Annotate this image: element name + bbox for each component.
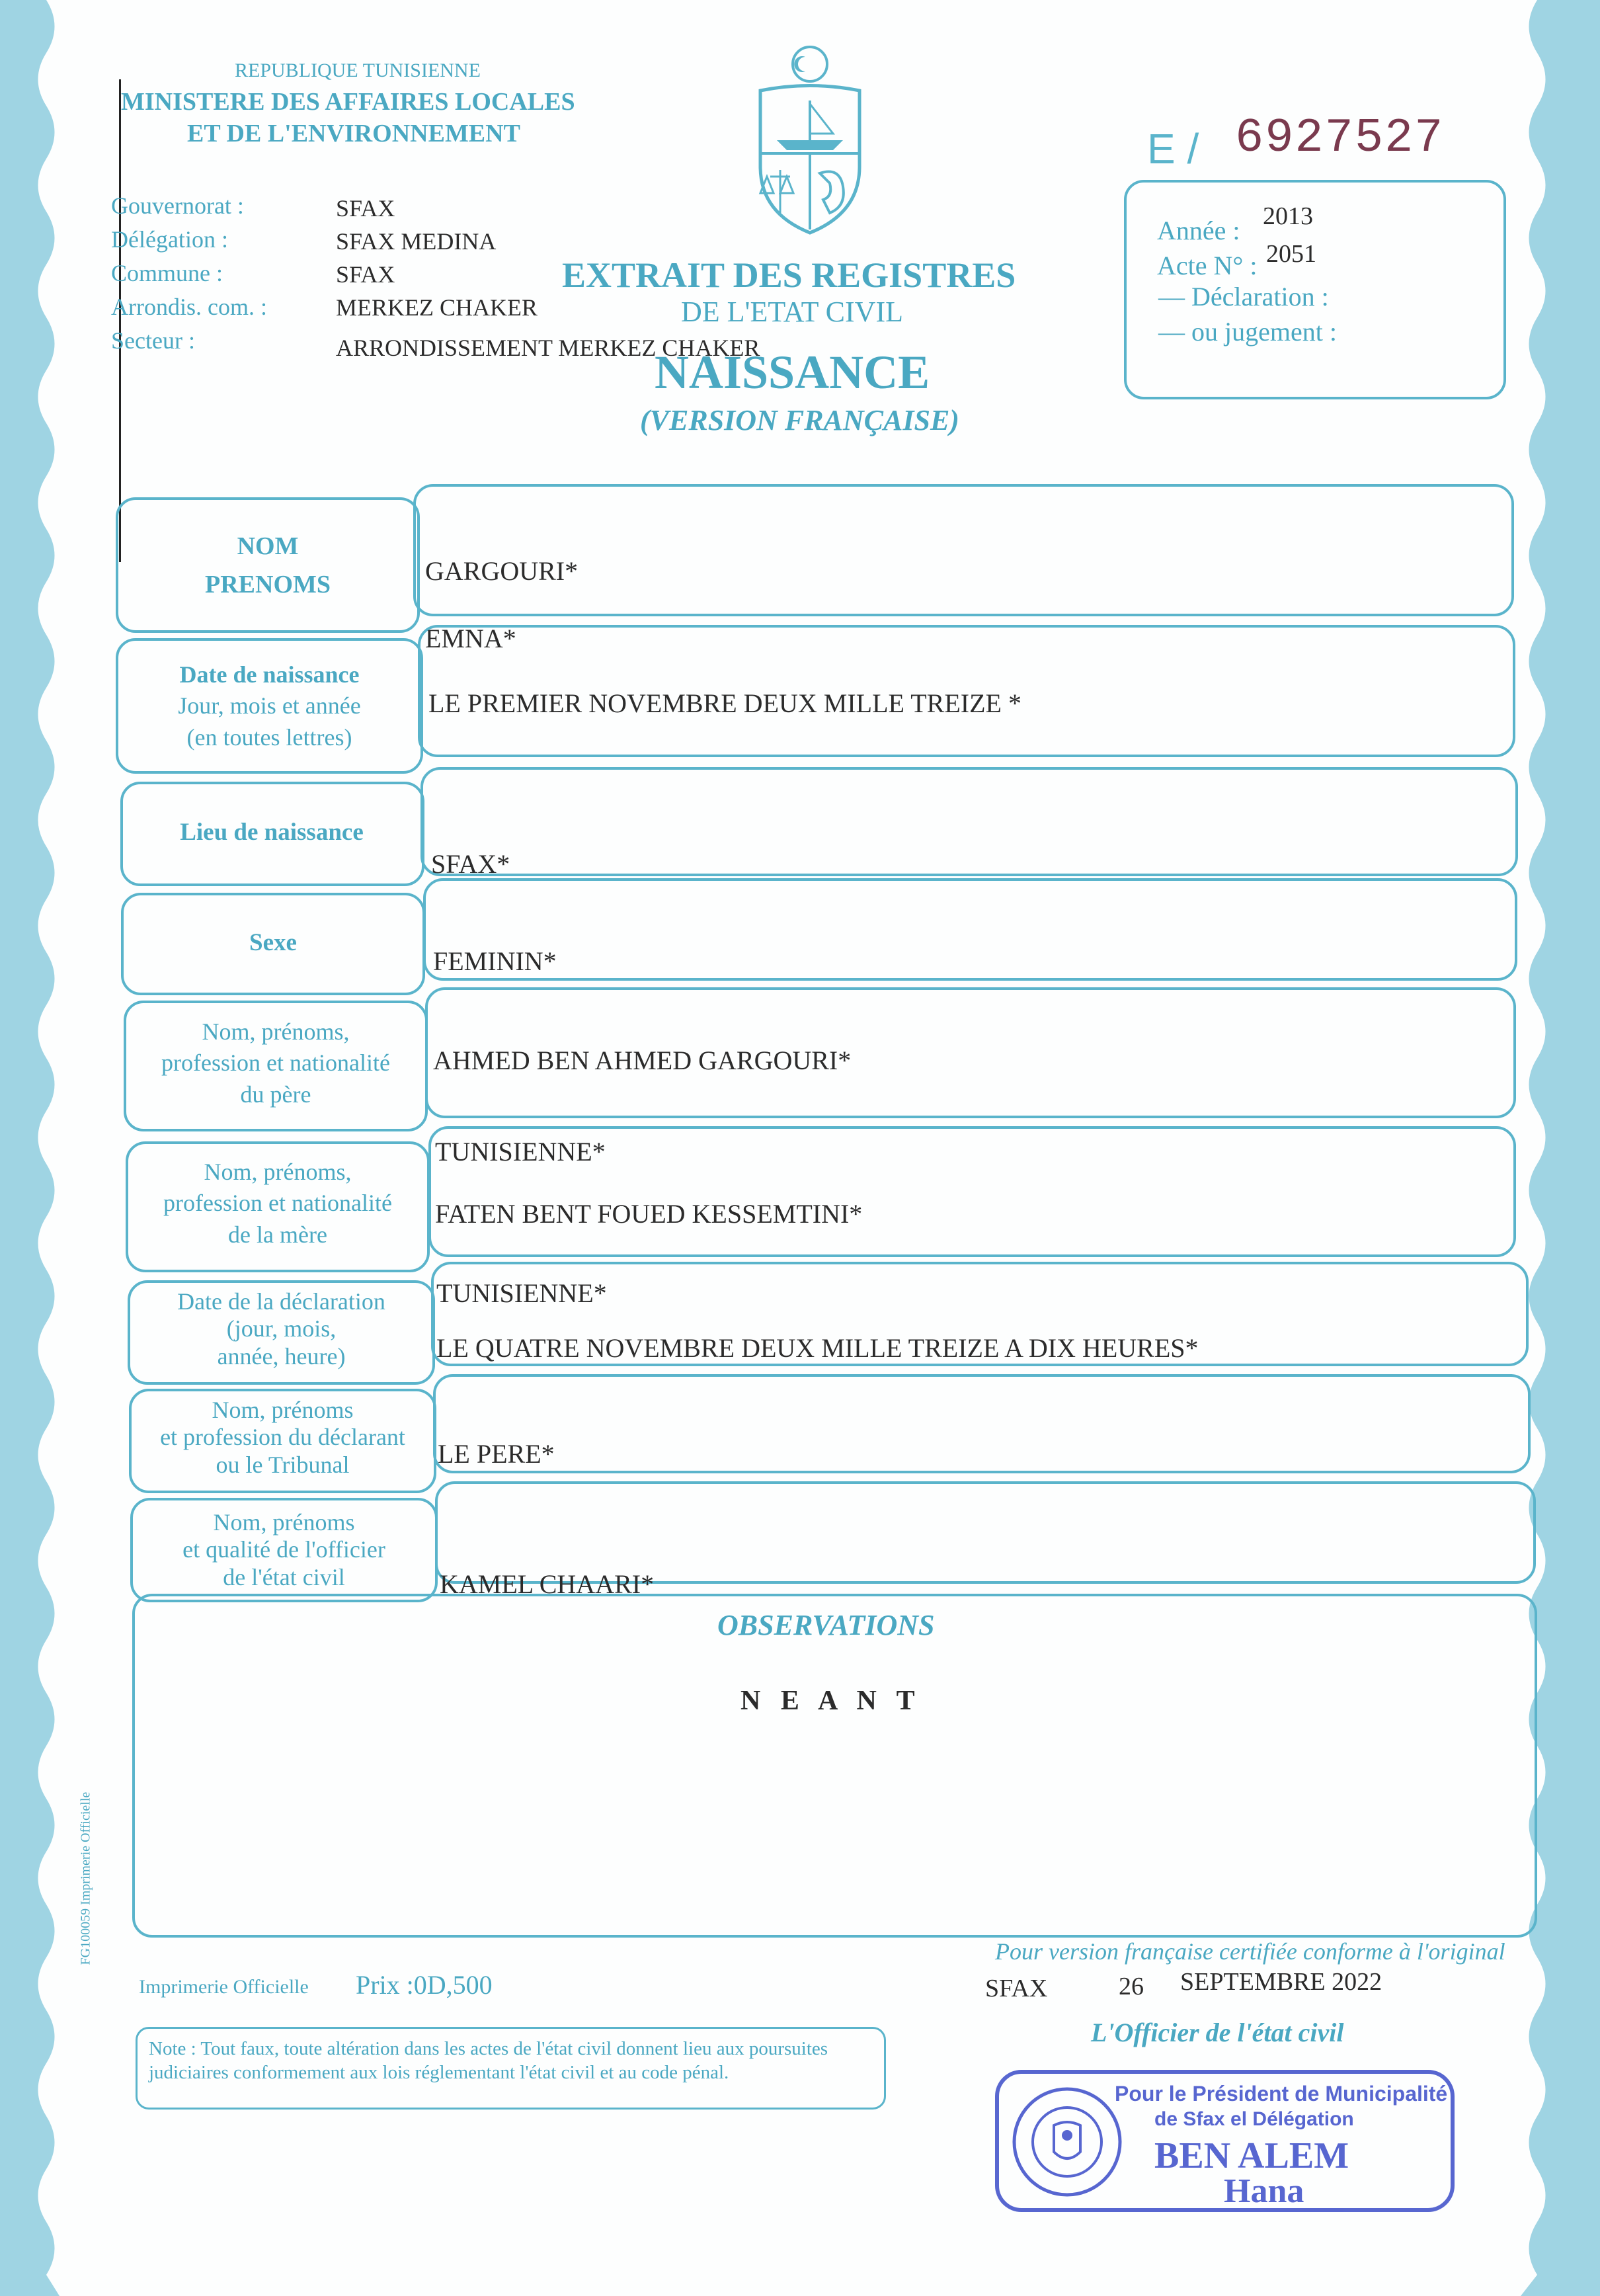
row-lieu-label: Lieu de naissance	[180, 819, 364, 846]
printer-name: Imprimerie Officielle	[139, 1976, 309, 1998]
row-declarant-label	[132, 1397, 433, 1479]
official-stamp	[995, 2070, 1455, 2212]
value-lieu: SFAX*	[431, 849, 510, 879]
row-declarant-value-box	[433, 1374, 1531, 1473]
value-pere: AHMED BEN AHMED GARGOURI*	[433, 1046, 852, 1075]
observations-value: N E A N T	[740, 1686, 922, 1716]
value-date-naissance: LE PREMIER NOVEMBRE DEUX MILLE TREIZE *	[428, 688, 1021, 718]
label-mere-line1: Nom, prénoms,	[204, 1159, 352, 1185]
label-declaration-line1: Date de la déclaration	[177, 1288, 385, 1315]
row-date-naissance-label	[119, 661, 420, 751]
location-labels	[111, 189, 267, 358]
annee-value: 2013	[1263, 202, 1313, 230]
row-declaration-label	[131, 1288, 432, 1370]
value-arrondissement: MERKEZ CHAKER	[336, 294, 538, 321]
label-officier-line1: Nom, prénoms	[213, 1509, 355, 1536]
stamp-line1: Pour le Président de Municipalité	[1115, 2082, 1448, 2106]
value-declarant: LE PERE*	[438, 1439, 555, 1469]
place: SFAX	[985, 1975, 1048, 2002]
row-mere-value-box	[428, 1126, 1516, 1257]
legal-note: Note : Tout faux, toute altération dans les actes de l'état civil donnent lieu aux poursuites judiciaires conformement aux lois réglementant l'état civil et au code pénal.	[149, 2038, 828, 2084]
stamp-line2: de Sfax el Délégation	[1154, 2108, 1354, 2130]
acte-label: Acte N° :	[1157, 251, 1258, 280]
declaration-label: — Déclaration :	[1158, 282, 1329, 311]
serial-number: 6927527	[1235, 111, 1445, 165]
value-sexe: FEMININ*	[433, 946, 557, 976]
row-nom-value-box	[413, 484, 1514, 616]
right-guilloche-border	[1521, 0, 1600, 2296]
republic-heading: REPUBLIQUE TUNISIENNE	[235, 60, 481, 81]
left-guilloche-border	[0, 0, 60, 2296]
title-line2: DE L'ETAT CIVIL	[681, 296, 903, 328]
stamp-line4: Hana	[1224, 2172, 1304, 2210]
label-declaration-line3: année, heure)	[217, 1342, 346, 1370]
label-commune: Commune :	[111, 260, 223, 286]
value-mere-nationalite: TUNISIENNE*	[436, 1278, 607, 1308]
value-mere: FATEN BENT FOUED KESSEMTINI*	[435, 1199, 863, 1229]
stamp-seal-icon	[1011, 2086, 1123, 2198]
value-declaration: LE QUATRE NOVEMBRE DEUX MILLE TREIZE A DIX HEURES*	[436, 1333, 1199, 1363]
row-nom-label	[119, 532, 417, 599]
title-version: (VERSION FRANÇAISE)	[640, 404, 959, 436]
value-gouvernorat: SFAX	[336, 195, 395, 222]
label-pere-line2: profession et nationalité	[161, 1049, 390, 1077]
ministry-line1: MINISTERE DES AFFAIRES LOCALES	[121, 88, 575, 116]
label-declarant-line3: ou le Tribunal	[216, 1451, 350, 1478]
title-line1: EXTRAIT DES REGISTRES	[562, 255, 1016, 295]
value-prenoms: EMNA*	[425, 624, 516, 653]
label-pere-line3: du père	[240, 1081, 311, 1108]
serial-prefix: E /	[1147, 125, 1199, 173]
row-sexe-value-box	[423, 878, 1517, 981]
label-declarant-line2: et profession du déclarant	[160, 1424, 405, 1451]
row-mere-label	[129, 1159, 426, 1249]
jugement-label: — ou jugement :	[1158, 317, 1337, 347]
label-delegation: Délégation :	[111, 226, 228, 253]
row-lieu-value-box	[420, 767, 1518, 876]
label-toutes-lettres: (en toutes lettres)	[186, 723, 352, 751]
label-pere-line1: Nom, prénoms,	[202, 1018, 350, 1045]
side-printer-code: FG100059 Imprimerie Officielle	[78, 1791, 93, 1965]
location-values	[336, 192, 538, 324]
month-year: SEPTEMBRE 2022	[1180, 1968, 1382, 1996]
value-commune: SFAX	[336, 261, 395, 288]
label-gouvernorat: Gouvernorat :	[111, 192, 244, 219]
label-date-naissance: Date de naissance	[179, 661, 360, 688]
row-sexe-label: Sexe	[249, 929, 297, 956]
value-secteur: ARRONDISSEMENT MERKEZ CHAKER	[336, 335, 760, 361]
day: 26	[1119, 1973, 1144, 2000]
label-mere-line3: de la mère	[228, 1221, 327, 1248]
label-mere-line2: profession et nationalité	[163, 1190, 392, 1217]
label-officier-line3: de l'état civil	[223, 1563, 345, 1590]
label-nom: NOM	[237, 532, 299, 560]
label-officier-line2: et qualité de l'officier	[182, 1536, 385, 1563]
value-pere-nationalite: TUNISIENNE*	[435, 1137, 606, 1167]
annee-label: Année :	[1157, 216, 1240, 245]
ministry-line2: ET DE L'ENVIRONNEMENT	[187, 120, 520, 147]
label-secteur: Secteur :	[111, 327, 195, 354]
price: Prix :0D,500	[356, 1970, 493, 2000]
certified-text: Pour version française certifiée conforme à l'original	[995, 1938, 1505, 1965]
observations-title: OBSERVATIONS	[717, 1609, 935, 1641]
acte-value: 2051	[1266, 240, 1316, 268]
value-delegation: SFAX MEDINA	[336, 228, 497, 255]
label-jour-mois-annee: Jour, mois et année	[178, 692, 361, 719]
row-officier-label	[134, 1509, 434, 1591]
value-officier: KAMEL CHAARI*	[440, 1569, 655, 1599]
row-pere-label	[127, 1018, 424, 1108]
tunisia-coat-of-arms	[747, 41, 873, 239]
label-declaration-line2: (jour, mois,	[226, 1315, 337, 1342]
label-arrondissement: Arrondis. com. :	[111, 294, 267, 320]
label-declarant-line1: Nom, prénoms	[212, 1397, 354, 1423]
observations-box	[132, 1594, 1537, 1938]
stamp-line3: BEN ALEM	[1154, 2135, 1349, 2176]
label-prenoms: PRENOMS	[205, 570, 331, 598]
title-naissance: NAISSANCE	[655, 346, 930, 399]
officer-title: L'Officier de l'état civil	[1091, 2018, 1344, 2047]
value-nom: GARGOURI*	[425, 556, 579, 586]
